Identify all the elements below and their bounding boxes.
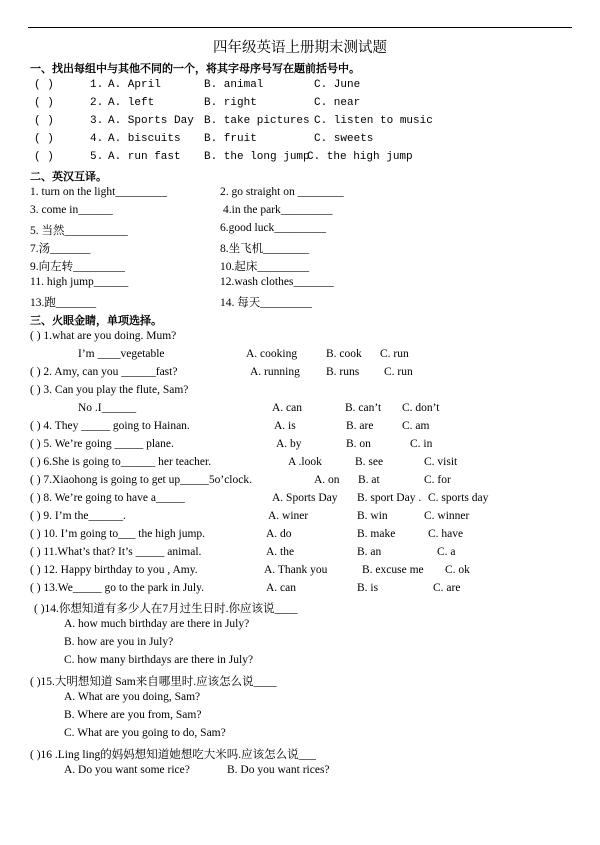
q2-option-c[interactable]: C. run [384,366,413,378]
q16-stem: ( )16 .Ling ling的妈妈想知道她想吃大米吗.应该怎么说___ [30,749,316,761]
q11-stem: ( ) 11.What’s that? It’s _____ animal. [30,546,202,558]
s2-row-2-right[interactable]: 4.in the park_________ [223,204,333,216]
section2-heading: 二、英汉互译。 [30,170,107,183]
option-c: C. the high jump [307,151,413,163]
q9-option-b[interactable]: B. win [357,510,388,522]
q3-option-b[interactable]: B. can’t [345,402,382,414]
s2-row-1-left[interactable]: 1. turn on the light_________ [30,186,168,198]
q16-option-b[interactable]: B. Do you want rices? [227,764,330,776]
answer-paren[interactable]: ( ) [34,151,54,163]
header-rule [28,27,572,28]
section3-heading: 三、火眼金睛，单项选择。 [30,314,162,327]
option-b: B. take pictures [204,115,310,127]
item-number: 3. [90,115,104,127]
item-number: 2. [90,97,104,109]
q12-option-c[interactable]: C. ok [445,564,470,576]
q16-option-a[interactable]: A. Do you want some rice? [64,764,190,776]
s2-row-5-right[interactable]: 10.起床_________ [220,261,310,273]
item-number: 4. [90,133,104,145]
option-c: C. sweets [314,133,374,145]
q13-option-c[interactable]: C. are [433,582,461,594]
answer-paren[interactable]: ( ) [34,79,54,91]
s2-row-5-left[interactable]: 9.向左转_________ [30,261,125,273]
q14-stem: ( )14.你想知道有多少人在7月过生日时.你应该说____ [34,603,298,615]
page-title: 四年级英语上册期末测试题 [213,40,387,56]
option-a: A. left [108,97,155,109]
option-c: C. near [314,97,361,109]
q10-option-b[interactable]: B. make [357,528,396,540]
item-number: 1. [90,79,104,91]
q9-option-a[interactable]: A. winer [268,510,309,522]
option-b: B. right [204,97,257,109]
s2-row-7-left[interactable]: 13.跑_______ [30,297,97,309]
s2-row-6-left[interactable]: 11. high jump______ [30,276,129,288]
q7-option-c[interactable]: C. for [424,474,451,486]
q11-option-b[interactable]: B. an [357,546,382,558]
q6-option-a[interactable]: A .look [288,456,322,468]
s2-row-3-right[interactable]: 6.good luck_________ [220,222,327,234]
q3-stem: ( ) 3. Can you play the flute, Sam? [30,384,189,396]
q7-option-b[interactable]: B. at [358,474,380,486]
option-c: C. listen to music [314,115,433,127]
q8-stem: ( ) 8. We’re going to have a_____ [30,492,185,504]
q4-stem: ( ) 4. They _____ going to Hainan. [30,420,190,432]
q5-option-c[interactable]: C. in [410,438,433,450]
s2-row-1-right[interactable]: 2. go straight on ________ [220,186,344,198]
q5-option-b[interactable]: B. on [346,438,371,450]
q13-option-a[interactable]: A. can [266,582,297,594]
q13-option-b[interactable]: B. is [357,582,379,594]
q6-option-b[interactable]: B. see [355,456,384,468]
q12-stem: ( ) 12. Happy birthday to you , Amy. [30,564,198,576]
q12-option-b[interactable]: B. excuse me [362,564,424,576]
answer-paren[interactable]: ( ) [34,97,54,109]
q7-stem: ( ) 7.Xiaohong is going to get up_____5o’clock. [30,474,252,486]
q2-option-a[interactable]: A. running [250,366,300,378]
answer-paren[interactable]: ( ) [34,133,54,145]
q2-option-b[interactable]: B. runs [326,366,360,378]
q10-option-a[interactable]: A. do [266,528,292,540]
option-b: B. animal [204,79,264,91]
q8-option-b[interactable]: B. sport Day . [357,492,422,504]
item-number: 5. [90,151,104,163]
q9-stem: ( ) 9. I’m the______. [30,510,126,522]
option-a: A. run fast [108,151,181,163]
s2-row-3-left[interactable]: 5. 当然___________ [30,225,128,237]
q1-option-a[interactable]: A. cooking [246,348,298,360]
q7-option-a[interactable]: A. on [314,474,340,486]
q6-option-c[interactable]: C. visit [424,456,458,468]
q5-stem: ( ) 5. We’re going _____ plane. [30,438,174,450]
s2-row-2-left[interactable]: 3. come in______ [30,204,113,216]
q8-option-c[interactable]: C. sports day [428,492,489,504]
q12-option-a[interactable]: A. Thank you [264,564,328,576]
q14-option-b[interactable]: B. how are you in July? [64,636,174,648]
q10-stem: ( ) 10. I’m going to___ the high jump. [30,528,206,540]
q13-stem: ( ) 13.We_____ go to the park in July. [30,582,204,594]
option-b: B. the long jump [204,151,310,163]
q3-option-c[interactable]: C. don’t [402,402,440,414]
q5-option-a[interactable]: A. by [276,438,302,450]
s2-row-6-right[interactable]: 12.wash clothes_______ [220,276,334,288]
answer-paren[interactable]: ( ) [34,115,54,127]
q10-option-c[interactable]: C. have [428,528,464,540]
q11-option-c[interactable]: C. a [437,546,456,558]
q6-stem: ( ) 6.She is going to______ her teacher. [30,456,212,468]
option-a: A. biscuits [108,133,181,145]
q2-stem: ( ) 2. Amy, can you ______fast? [30,366,178,378]
q4-option-b[interactable]: B. are [346,420,374,432]
q3-sub: No .I______ [78,402,137,414]
s2-row-4-left[interactable]: 7.汤_______ [30,243,91,255]
q15-stem: ( )15.大明想知道 Sam来自哪里时.应该怎么说____ [30,676,277,688]
q11-option-a[interactable]: A. the [266,546,295,558]
option-c: C. June [314,79,361,91]
q1-option-b[interactable]: B. cook [326,348,362,360]
q3-option-a[interactable]: A. can [272,402,303,414]
section1-heading: 一、找出每组中与其他不同的一个，将其字母序号写在题前括号中。 [30,62,360,75]
q15-option-a[interactable]: A. What are you doing, Sam? [64,691,201,703]
option-b: B. fruit [204,133,257,145]
s2-row-4-right[interactable]: 8.坐飞机________ [220,243,310,255]
q14-option-c[interactable]: C. how many birthdays are there in July? [64,654,254,666]
q8-option-a[interactable]: A. Sports Day [272,492,338,504]
q4-option-c[interactable]: C. am [402,420,430,432]
option-a: A. Sports Day [108,115,194,127]
q15-option-b[interactable]: B. Where are you from, Sam? [64,709,202,721]
s2-row-7-right[interactable]: 14. 每天_________ [220,297,312,309]
q9-option-c[interactable]: C. winner [424,510,470,522]
option-a: A. April [108,79,161,91]
q1-stem: ( ) 1.what are you doing. Mum? [30,330,177,342]
q1-sub: I’m ____vegetable [78,348,165,360]
q15-option-c[interactable]: C. What are you going to do, Sam? [64,727,226,739]
q4-option-a[interactable]: A. is [274,420,296,432]
q1-option-c[interactable]: C. run [380,348,409,360]
q14-option-a[interactable]: A. how much birthday are there in July? [64,618,250,630]
